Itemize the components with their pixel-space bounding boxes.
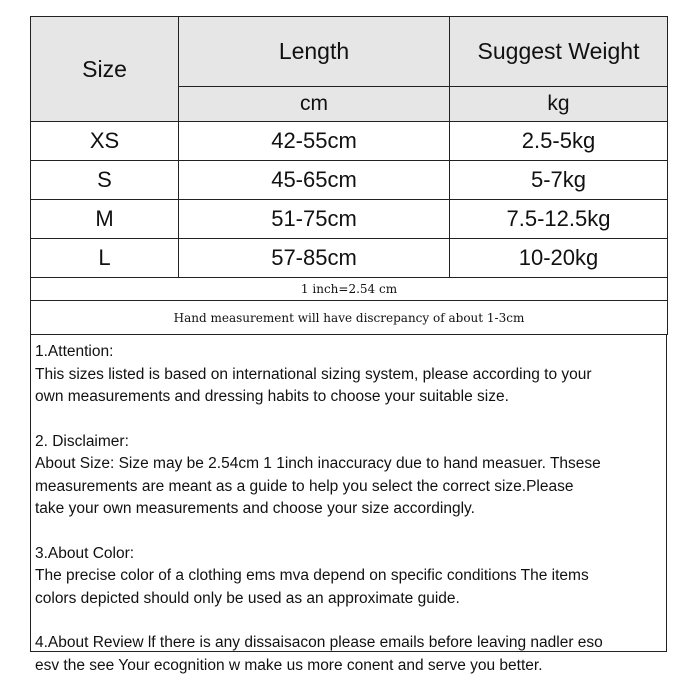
size-cell: M (31, 200, 179, 239)
length-cell: 51-75cm (179, 200, 450, 239)
color-line: The precise color of a clothing ems mva depend on specific conditions The items (35, 567, 589, 584)
table-row (31, 161, 668, 200)
attention-title: 1.Attention: (35, 343, 114, 360)
attention-section (35, 341, 666, 409)
disclaimer-line: About Size: Size may be 2.54cm 1 1inch inaccuracy due to hand measuer. Thsese (35, 455, 601, 472)
size-table (30, 16, 668, 335)
size-cell: L (31, 239, 179, 278)
review-line: 4.About Review lf there is any dissaisacon please emails before leaving nadler eso (35, 634, 603, 651)
weight-cell: 7.5-12.5kg (450, 200, 668, 239)
length-unit: cm (179, 87, 450, 122)
discrepancy-note: Hand measurement will have discrepancy of about 1-3cm (31, 301, 668, 335)
table-row (31, 200, 668, 239)
length-column-header: Length (179, 17, 450, 87)
disclaimer-section (35, 431, 666, 521)
weight-cell: 10-20kg (450, 239, 668, 278)
color-line: colors depicted should only be used as an approximate guide. (35, 589, 460, 607)
weight-column-header: Suggest Weight (450, 17, 668, 87)
table-row (31, 122, 668, 161)
review-section (35, 632, 666, 677)
color-section (35, 543, 666, 611)
disclaimer-title: 2. Disclaimer: (35, 432, 129, 450)
size-cell: S (31, 161, 179, 200)
weight-unit: kg (450, 87, 668, 122)
disclaimer-line: measurements are meant as a guide to help you select the correct size.Please (35, 477, 574, 495)
color-title: 3.About Color: (35, 544, 135, 562)
table-row (31, 239, 668, 278)
size-cell: XS (31, 122, 179, 161)
weight-cell: 2.5-5kg (450, 122, 668, 161)
weight-cell: 5-7kg (450, 161, 668, 200)
size-column-header: Size (31, 17, 179, 122)
attention-line: own measurements and dressing habits to choose your suitable size. (35, 388, 509, 405)
length-cell: 42-55cm (179, 122, 450, 161)
size-chart (30, 16, 667, 674)
conversion-note: 1 inch=2.54 cm (31, 278, 668, 301)
length-cell: 57-85cm (179, 239, 450, 278)
notes-box (30, 335, 667, 674)
length-cell: 45-65cm (179, 161, 450, 200)
attention-line: This sizes listed is based on international sizing system, please according to your (35, 365, 592, 383)
disclaimer-line: take your own measurements and choose your size accordingly. (35, 500, 475, 517)
review-line: esv the see Your ecognition w make us more conent and serve you better. (35, 656, 543, 674)
